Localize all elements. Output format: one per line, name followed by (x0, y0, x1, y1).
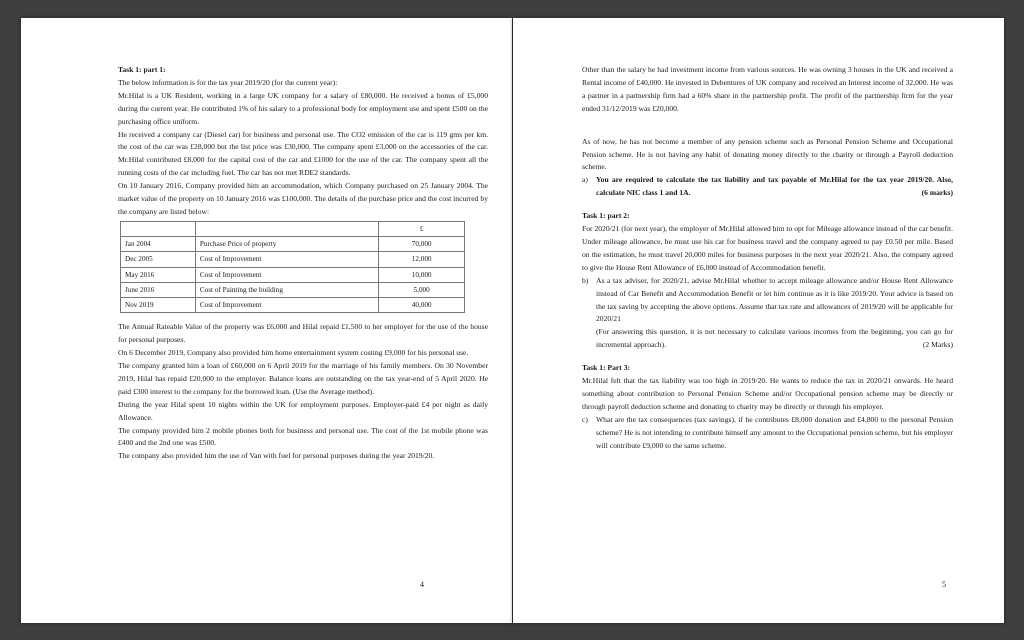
row-amount: 70,000 (379, 237, 465, 252)
row-date: Nov 2019 (121, 298, 196, 313)
table-header-row (121, 221, 465, 236)
page-number: 5 (942, 580, 946, 589)
right-page (513, 18, 1004, 623)
question-text: What are the tax consequences (tax savings), if he contributes £8,000 donation and £4,800 to the personal Pension scheme? He is not intending to contribute himself any amount to the Occupational pension scheme, but his employer will contribute £9,000 to the same scheme. (596, 414, 953, 450)
question-label: a) (582, 175, 588, 185)
paragraph: The company also provided him the use of Van with fuel for personal purposes during the year 2019/20. (118, 451, 435, 461)
question-marks: (2 Marks) (922, 340, 953, 350)
paragraph: Other than the salary he had investment income from various sources. He was owning 3 houses in the UK and received a Rental income of £40,000. He invested in Debentures of UK company and received an Interest income of 32,000. He was a partner in a partnership firm had a 60% share in the partnership profit. The profit of the partnership firm for the year ended 31/12/2019 was £20,000. (582, 65, 953, 113)
paragraph: The company provided him 2 mobile phones both for business and personal use. The cost of the 1st mobile phone was £400 and the 2nd one was £500. (118, 425, 488, 448)
row-amount: 10,000 (379, 267, 465, 282)
table-row (121, 237, 465, 252)
question-label: b) (582, 275, 589, 285)
paragraph: Mr.Hilal is a UK Resident, working in a large UK company for a salary of £80,000. He received a bonus of £5,000 during the current year. He contributed 1% of his salary to a professional body for employment use and spent £500 on the purchasing office uniform. (118, 90, 488, 126)
left-page (21, 18, 512, 623)
task-heading: Task 1: part 2: (582, 211, 630, 221)
row-description: Cost of Improvement (195, 267, 378, 282)
paragraph: The Annual Rateable Value of the property was £6,000 and Hilal repaid £1,500 to her employer for the use of the house for personal purposes. (118, 322, 488, 345)
row-amount: 40,000 (379, 298, 465, 313)
paragraph: The below information is for the tax year 2019/20 (for the current year): (118, 77, 338, 87)
right-page-content (582, 64, 953, 452)
paragraph: For 2020/21 (for next year), the employer of Mr.Hilal allowed him to opt for Mileage allowance instead of the car benefit. Under mileage allowance, he must use his car for business travel and the company agreed to pay £0.50 per mile. Based on the estimation, he must travel 20,000 miles for business purposes in the next year 2020/21. Also, the company agreed to give the House Rent Allowance of £6,000 instead of Accommodation benefit. (582, 224, 953, 272)
question-text: As a tax adviser, for 2020/21, advise Mr.Hilal whether to accept mileage allowance and/or House Rent Allowance instead of Car Benefit and Accommodation Benefit or let him continue as it is like 2019/20. Your advice is based on the tax saving by accepting the above options. Assume that tax rate and allowances of 2019/20 will be applicable for 2020/21 (596, 275, 953, 324)
question-note: (For answering this question, it is not necessary to calculate various incomes from the beginning, you can go for incremental approach). (596, 327, 953, 350)
question-label: c) (582, 414, 588, 424)
row-amount: 12,000 (379, 252, 465, 267)
row-description: Purchase Price of property (195, 237, 378, 252)
row-date: May 2016 (121, 267, 196, 282)
paragraph: The company granted him a loan of £60,000 on 6 April 2019 for the marriage of his family members. On 30 November 2019, Hilal has repaid £20,000 to the employer. Balance loans are outstanding on the tax year-end of 5 April 2020. He paid £300 interest to the company for the borrowed loan. (Use the Average method). (118, 361, 488, 396)
row-description: Cost of Improvement (195, 252, 378, 267)
paragraph: As of now, he has not become a member of any pension scheme such as Personal Pension Scheme and Occupational Pension scheme. He is not having any habit of donating money directly to the charity or through a Payroll deduction scheme. (582, 136, 953, 172)
table-row (121, 252, 465, 267)
question-text: You are required to calculate the tax liability and tax payable of Mr.Hilal for the tax year 2019/20. Also, calculate NIC class 1 and 1A. (596, 175, 953, 198)
row-date: Dec 2005 (121, 252, 196, 267)
paragraph: During the year Hilal spent 10 nights within the UK for employment purposes. Employer-paid £4 per night as daily Allowance. (118, 399, 488, 422)
table-row (121, 267, 465, 282)
currency-header: £ (379, 221, 465, 236)
table-row (121, 298, 465, 313)
left-page-content (118, 64, 488, 463)
question-b (582, 275, 953, 327)
row-date: June 2016 (121, 282, 196, 297)
question-c (582, 414, 953, 453)
task-heading: Task 1: part 1: (118, 65, 166, 74)
property-cost-table (120, 221, 465, 313)
task-heading: Task 1: Part 3: (582, 363, 631, 373)
row-description: Cost of Painting the building (195, 282, 378, 297)
page-number: 4 (420, 580, 424, 589)
paragraph: Mr.Hilal felt that the tax liability was too high in 2019/20. He wants to reduce the tax in 2020/21 onwards. He heard something about contribution to Personal Pension Scheme and/or Occupational pension scheme may be directly or through payroll deduction scheme and donating to charity may be directly or through his employer. (582, 376, 953, 411)
question-marks: (6 marks) (921, 188, 953, 198)
table-row (121, 282, 465, 297)
row-amount: 5,000 (379, 282, 465, 297)
paragraph: On 10 January 2016, Company provided him an accommodation, which Company purchased on 25 January 2004. The market value of the property on 10 January 2016 was £100,000. The details of the purchase price and the cost incurred by the company are listed below: (118, 181, 488, 216)
question-a (582, 174, 953, 200)
paragraph: He received a company car (Diesel car) for business and personal use. The CO2 emission of the car is 119 gms per km. the cost of the car was £28,000 but the list price was £30,000. The company spent £3,000 on the accessories of the car. Mr.Hilal contributed £8,000 for the capital cost of the car and £1000 for the use of the car. The company spent all the running costs of the car including fuel. The car has not met RDE2 standards. (118, 129, 488, 178)
row-description: Cost of Improvement (195, 298, 378, 313)
row-date: Jan 2004 (121, 237, 196, 252)
paragraph: On 6 December 2019, Company also provided him home entertainment system costing £9,000 for his personal use. (118, 348, 469, 358)
